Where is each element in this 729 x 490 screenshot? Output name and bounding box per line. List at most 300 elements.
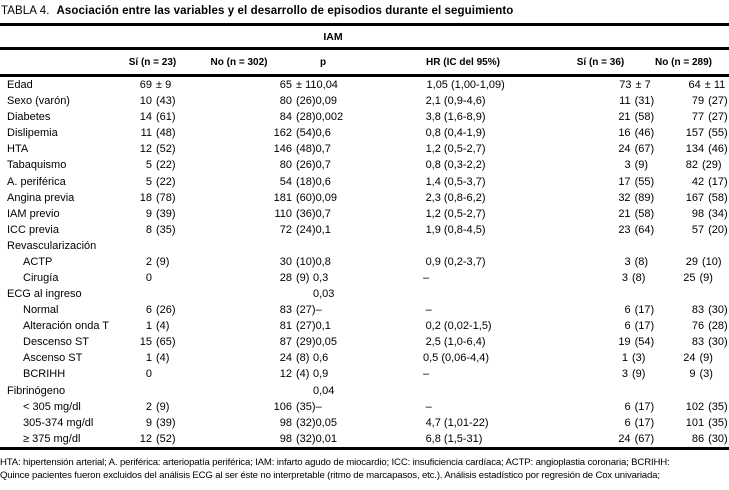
cell-hr: – xyxy=(423,368,430,381)
cell-si36 xyxy=(583,208,655,220)
cell-value-paren: (17) xyxy=(634,320,655,333)
cell-no289 xyxy=(654,401,729,413)
cell-no302 xyxy=(188,401,316,413)
table-row xyxy=(0,431,729,447)
cell-no289 xyxy=(654,127,729,139)
cell-no302 xyxy=(188,272,313,284)
cell-p: 0,05 xyxy=(315,416,337,429)
cell-value: 24 xyxy=(279,352,292,365)
cell-value-paren: (28) xyxy=(296,111,316,124)
cell-p: 0,09 xyxy=(315,95,337,108)
table-title xyxy=(0,0,729,23)
cell-value-paren: (54) xyxy=(296,127,316,140)
cell-si23 xyxy=(116,159,188,171)
cell-value-paren: (61) xyxy=(156,111,176,124)
cell-si36 xyxy=(583,159,648,171)
cell-value-paren: (28) xyxy=(708,320,728,333)
table-row xyxy=(0,141,729,157)
cell-si36 xyxy=(583,192,655,204)
cell-value: 10 xyxy=(139,95,152,108)
cell-no289 xyxy=(654,224,729,236)
cell-value-paren: (26) xyxy=(296,159,316,172)
cell-hr: – xyxy=(423,271,430,284)
cell-value: 8 xyxy=(145,223,152,236)
cell-no302 xyxy=(188,433,316,445)
cell-value-paren: (18) xyxy=(296,175,316,188)
cell-si36 xyxy=(583,143,655,155)
cell-value-paren: (17) xyxy=(634,400,655,413)
cell-no302 xyxy=(188,352,313,364)
row-label: ACTP xyxy=(23,255,53,268)
cell-value: 25 xyxy=(683,271,696,284)
cell-no302 xyxy=(188,111,316,123)
cell-value-paren: (9) xyxy=(632,368,646,381)
cell-value-paren: (29) xyxy=(702,159,722,172)
cell-value: 14 xyxy=(139,111,152,124)
table-row xyxy=(0,125,729,141)
cell-si23 xyxy=(116,304,188,316)
cell-value: 11 xyxy=(619,95,631,108)
cell-no289 xyxy=(645,352,729,364)
cell-value-paren: (9) xyxy=(156,400,170,413)
cell-hr: 1,05 (1,00-1,09) xyxy=(426,79,505,92)
cell-value: 65 xyxy=(279,79,292,92)
cell-value-paren: (78) xyxy=(156,191,176,204)
cell-value: 0 xyxy=(145,271,152,284)
cell-value: 24 xyxy=(618,143,631,156)
cell-value: 73 xyxy=(619,79,632,92)
cell-value: 77 xyxy=(691,111,705,124)
cell-no289 xyxy=(651,79,729,91)
cell-si23 xyxy=(116,417,188,429)
cell-value-paren: (46) xyxy=(634,127,655,140)
row-label: Sexo (varón) xyxy=(7,95,70,108)
column-header-no289: No (n = 289) xyxy=(655,56,712,68)
cell-si36 xyxy=(583,320,655,332)
cell-value: 57 xyxy=(691,223,705,236)
cell-value: 106 xyxy=(273,400,292,413)
cell-no302 xyxy=(188,320,316,332)
table-row xyxy=(0,270,729,286)
cell-value-paren: (24) xyxy=(296,223,316,236)
table-row xyxy=(0,302,729,318)
cell-si23 xyxy=(116,336,188,348)
cell-p: 0,9 xyxy=(313,368,329,381)
cell-p: 0,01 xyxy=(315,432,337,445)
cell-hr: 0,8 (0,3-2,2) xyxy=(425,159,486,172)
cell-si23 xyxy=(116,401,188,413)
cell-p: 0,04 xyxy=(313,384,335,397)
cell-si23 xyxy=(116,79,188,91)
cell-si36 xyxy=(583,256,648,268)
cell-value: 2 xyxy=(145,255,152,268)
row-label: Normal xyxy=(23,304,59,317)
cell-si23 xyxy=(116,320,188,332)
cell-si23 xyxy=(116,433,188,445)
table-row xyxy=(0,190,729,206)
cell-value-paren: (46) xyxy=(708,143,728,156)
cell-value-paren: (55) xyxy=(634,175,655,188)
cell-value-paren: (58) xyxy=(634,111,655,124)
table-body xyxy=(0,77,729,447)
cell-value: 6 xyxy=(145,304,152,317)
table-row xyxy=(0,157,729,173)
cell-no302 xyxy=(188,159,316,171)
cell-value: 19 xyxy=(618,336,631,349)
cell-value: 32 xyxy=(618,191,631,204)
cell-p: – xyxy=(315,400,322,413)
cell-value-paren: ± 7 xyxy=(635,79,651,92)
table-row xyxy=(0,318,729,334)
cell-value-paren: (35) xyxy=(708,400,728,413)
cell-value-paren: (30) xyxy=(708,432,728,445)
cell-value-paren: (31) xyxy=(634,95,655,108)
cell-value: 42 xyxy=(691,175,705,188)
cell-value: 1 xyxy=(621,352,628,365)
cell-value-paren: (9) xyxy=(156,255,170,268)
cell-value: 3 xyxy=(624,159,631,172)
column-header-row xyxy=(0,50,729,74)
cell-value-paren: (26) xyxy=(296,95,316,108)
row-label: Revascularización xyxy=(7,239,97,252)
cell-hr: 6,8 (1,5-31) xyxy=(425,432,483,445)
cell-si23 xyxy=(116,272,188,284)
cell-si23 xyxy=(116,256,188,268)
row-label: Cirugía xyxy=(23,271,59,284)
cell-p: 0,7 xyxy=(315,143,331,156)
cell-p: 0,09 xyxy=(315,191,337,204)
cell-si23 xyxy=(116,127,188,139)
group-header-iam: IAM xyxy=(323,30,343,43)
table-number: TABLA 4. xyxy=(1,5,50,17)
cell-value: 24 xyxy=(618,432,631,445)
cell-value-paren: (67) xyxy=(634,432,655,445)
cell-no289 xyxy=(654,320,729,332)
cell-value-paren: (22) xyxy=(156,159,176,172)
cell-value: 80 xyxy=(279,95,292,108)
cell-value: 98 xyxy=(691,207,705,220)
cell-value-paren: (17) xyxy=(634,416,655,429)
group-header-row xyxy=(0,26,729,47)
cell-no302 xyxy=(188,127,316,139)
cell-value: 146 xyxy=(273,143,292,156)
cell-value-paren: (9) xyxy=(296,271,310,284)
cell-no302 xyxy=(188,224,316,236)
cell-value: 29 xyxy=(685,255,699,268)
cell-value-paren: (48) xyxy=(296,143,316,156)
cell-value-paren: (8) xyxy=(634,255,649,268)
cell-si23 xyxy=(116,95,188,107)
cell-value-paren: (52) xyxy=(156,143,176,156)
cell-value-paren: (8) xyxy=(296,352,310,365)
footnote-line-2: Quince pacientes fueron excluidos del análisis ECG al ser éste no interpretable (ritmo de marcapasos, etc.). Análisis estadístico por regresión de Cox univariada; xyxy=(0,470,660,482)
cell-value: 24 xyxy=(683,352,696,365)
cell-value: 6 xyxy=(624,416,631,429)
cell-value-paren: (55) xyxy=(708,127,728,140)
cell-value: 162 xyxy=(273,127,292,140)
table-row xyxy=(0,366,729,382)
cell-value-paren: (27) xyxy=(708,111,728,124)
cell-p: 0,7 xyxy=(315,207,331,220)
cell-si36 xyxy=(583,127,655,139)
cell-si23 xyxy=(116,143,188,155)
cell-p: 0,1 xyxy=(315,223,331,236)
cell-value: 6 xyxy=(624,400,631,413)
cell-si36 xyxy=(584,79,651,91)
cell-p: 0,8 xyxy=(315,255,331,268)
cell-value: 101 xyxy=(685,416,705,429)
cell-value-paren: (34) xyxy=(708,207,728,220)
cell-value: 17 xyxy=(618,175,631,188)
cell-si36 xyxy=(583,336,655,348)
cell-value-paren: (9) xyxy=(699,352,713,365)
cell-no289 xyxy=(654,95,729,107)
cell-no302 xyxy=(188,304,316,316)
cell-si36 xyxy=(580,272,645,284)
cell-value-paren: (43) xyxy=(156,95,176,108)
cell-value: 83 xyxy=(691,336,705,349)
cell-value: 3 xyxy=(624,255,631,268)
cell-value: 134 xyxy=(685,143,705,156)
cell-value-paren: (20) xyxy=(708,223,728,236)
cell-no289 xyxy=(654,111,729,123)
row-label: BCRIHH xyxy=(23,368,66,381)
row-label: Tabaquismo xyxy=(7,159,67,172)
cell-no302 xyxy=(188,336,316,348)
cell-value: 84 xyxy=(279,111,292,124)
row-label: Edad xyxy=(7,79,33,92)
cell-value: 21 xyxy=(618,111,631,124)
cell-no302 xyxy=(188,368,313,380)
row-label: ICC previa xyxy=(7,223,59,236)
table-row xyxy=(0,350,729,366)
cell-no289 xyxy=(654,336,729,348)
cell-value: 18 xyxy=(139,191,152,204)
cell-p: – xyxy=(315,304,322,317)
cell-p: 0,6 xyxy=(315,175,331,188)
cell-no302 xyxy=(188,143,316,155)
cell-value: 1 xyxy=(145,352,152,365)
cell-p: 0,1 xyxy=(315,320,331,333)
cell-value: 12 xyxy=(139,143,152,156)
cell-hr: 0,8 (0,4-1,9) xyxy=(425,127,486,140)
cell-hr: 0,5 (0,06-4,4) xyxy=(423,352,490,365)
cell-value: 98 xyxy=(279,416,292,429)
cell-no302 xyxy=(188,176,316,188)
cell-value-paren: (17) xyxy=(634,304,655,317)
cell-value-paren: (26) xyxy=(156,304,176,317)
cell-value: 2 xyxy=(145,400,152,413)
table-row xyxy=(0,399,729,415)
cell-value-paren: (3) xyxy=(632,352,646,365)
cell-value: 64 xyxy=(688,79,701,92)
cell-p: 0,6 xyxy=(313,352,329,365)
cell-value-paren: ± 9 xyxy=(156,79,172,92)
cell-value-paren: (60) xyxy=(296,191,316,204)
cell-value: 167 xyxy=(685,191,705,204)
cell-hr: 3,8 (1,6-8,9) xyxy=(425,111,486,124)
cell-value: 76 xyxy=(691,320,705,333)
cell-si23 xyxy=(116,208,188,220)
cell-value: 83 xyxy=(691,304,705,317)
cell-si36 xyxy=(583,417,655,429)
cell-hr: 1,9 (0,8-4,5) xyxy=(425,223,486,236)
table-footnote xyxy=(0,456,729,483)
cell-value: 72 xyxy=(279,223,292,236)
table-row xyxy=(0,77,729,93)
cell-value-paren: (39) xyxy=(156,207,176,220)
cell-value-paren: (36) xyxy=(296,207,316,220)
cell-value: 80 xyxy=(279,159,292,172)
cell-value-paren: (39) xyxy=(156,416,176,429)
row-label: 305-374 mg/dl xyxy=(23,416,94,429)
cell-value: 81 xyxy=(279,320,292,333)
cell-si23 xyxy=(116,192,188,204)
cell-value-paren: (17) xyxy=(708,175,728,188)
cell-si23 xyxy=(116,224,188,236)
row-label: ECG al ingreso xyxy=(7,288,82,301)
cell-value: 79 xyxy=(691,95,705,108)
cell-si23 xyxy=(116,176,188,188)
row-label: Ascenso ST xyxy=(23,352,83,365)
cell-value-paren: (89) xyxy=(634,191,655,204)
cell-value-paren: (22) xyxy=(156,175,176,188)
cell-si36 xyxy=(583,111,655,123)
cell-value-paren: (30) xyxy=(708,304,728,317)
cell-value-paren: (10) xyxy=(702,255,722,268)
cell-p: 0,7 xyxy=(315,159,331,172)
row-label: Angina previa xyxy=(7,191,75,204)
cell-value-paren: (27) xyxy=(708,95,728,108)
row-label: A. periférica xyxy=(7,175,66,188)
cell-value-paren: (4) xyxy=(296,368,310,381)
cell-value-paren: (64) xyxy=(634,223,655,236)
cell-si36 xyxy=(583,401,655,413)
cell-si23 xyxy=(116,111,188,123)
cell-value-paren: (29) xyxy=(296,336,316,349)
cell-value: 1 xyxy=(145,320,152,333)
cell-value: 181 xyxy=(273,191,292,204)
cell-value: 28 xyxy=(279,271,292,284)
cell-value-paren: (67) xyxy=(634,143,655,156)
cell-si36 xyxy=(580,352,645,364)
row-label: Descenso ST xyxy=(23,336,90,349)
cell-value: 3 xyxy=(621,368,628,381)
cell-hr: 2,1 (0,9-4,6) xyxy=(425,95,486,108)
cell-value: 21 xyxy=(618,207,631,220)
cell-value-paren: (4) xyxy=(156,320,170,333)
cell-no289 xyxy=(645,368,729,380)
table-caption: Asociación entre las variables y el desarrollo de episodios durante el seguimiento xyxy=(56,5,514,17)
cell-value-paren: (30) xyxy=(708,336,728,349)
table-row xyxy=(0,286,729,302)
cell-value-paren: ± 11 xyxy=(704,79,726,92)
cell-hr: 1,2 (0,5-2,7) xyxy=(425,207,486,220)
cell-no289 xyxy=(654,433,729,445)
rule-bottom xyxy=(0,447,729,450)
cell-hr: 2,5 (1,0-6,4) xyxy=(425,336,486,349)
cell-no289 xyxy=(654,176,729,188)
cell-value-paren xyxy=(152,272,156,284)
cell-no302 xyxy=(188,79,317,91)
column-header-si36: Sí (n = 36) xyxy=(576,56,625,68)
cell-value: 87 xyxy=(279,336,292,349)
cell-value: 9 xyxy=(145,207,152,220)
cell-no289 xyxy=(654,208,729,220)
table-row xyxy=(0,173,729,189)
cell-value: 5 xyxy=(145,159,152,172)
cell-si23 xyxy=(116,368,188,380)
cell-value: 16 xyxy=(618,127,631,140)
cell-value-paren: (35) xyxy=(296,400,316,413)
row-label: Fibrinógeno xyxy=(7,384,66,397)
cell-value: 30 xyxy=(279,255,292,268)
cell-value-paren: (27) xyxy=(296,304,316,317)
row-label: < 305 mg/dl xyxy=(23,400,81,413)
table-row xyxy=(0,109,729,125)
table-row xyxy=(0,415,729,431)
cell-p: 0,3 xyxy=(313,271,329,284)
cell-value: 12 xyxy=(139,432,152,445)
row-label: IAM previo xyxy=(7,207,60,220)
cell-no289 xyxy=(648,256,729,268)
cell-hr: 1,4 (0,5-3,7) xyxy=(425,175,486,188)
cell-si36 xyxy=(583,224,655,236)
cell-value-paren: (35) xyxy=(156,223,176,236)
row-label: Diabetes xyxy=(7,111,51,124)
cell-no289 xyxy=(654,192,729,204)
cell-value-paren: (58) xyxy=(634,207,655,220)
cell-no302 xyxy=(188,256,316,268)
cell-value-paren: (58) xyxy=(708,191,728,204)
footnote-line-1: HTA: hipertensión arterial; A. periférica: arteriopatía periférica; IAM: infarto agudo de miocardio; ICC: insuficiencia cardíaca; ACTP: angioplastia coronaria; BCRIHH: xyxy=(0,456,670,468)
cell-value: 98 xyxy=(279,432,292,445)
cell-value: 102 xyxy=(685,400,705,413)
column-header-si23: Sí (n = 23) xyxy=(128,56,177,68)
row-label: Dislipemia xyxy=(7,127,58,140)
cell-hr: – xyxy=(425,304,432,317)
cell-value: 69 xyxy=(139,79,152,92)
cell-value: 157 xyxy=(685,127,705,140)
cell-si36 xyxy=(583,176,655,188)
cell-value-paren: (65) xyxy=(156,336,176,349)
cell-value: 6 xyxy=(624,304,631,317)
cell-value: 86 xyxy=(691,432,705,445)
cell-hr: 4,7 (1,01-22) xyxy=(425,416,489,429)
cell-p: 0,03 xyxy=(313,288,335,301)
cell-value: 23 xyxy=(618,223,631,236)
cell-value-paren: ± 11 xyxy=(296,79,317,92)
cell-hr: 2,3 (0,8-6,2) xyxy=(425,191,486,204)
cell-value-paren: (32) xyxy=(296,432,316,445)
cell-no289 xyxy=(648,159,729,171)
cell-no289 xyxy=(654,417,729,429)
cell-value-paren: (3) xyxy=(699,368,713,381)
table-row xyxy=(0,222,729,238)
cell-value-paren: (9) xyxy=(634,159,649,172)
cell-p: 0,05 xyxy=(315,336,337,349)
table-row xyxy=(0,93,729,109)
cell-hr: 1,2 (0,5-2,7) xyxy=(425,143,486,156)
cell-value-paren: (54) xyxy=(634,336,655,349)
cell-si36 xyxy=(583,95,655,107)
cell-value: 3 xyxy=(621,271,628,284)
cell-value-paren: (32) xyxy=(296,416,316,429)
cell-value: 12 xyxy=(279,368,292,381)
cell-value: 15 xyxy=(139,336,152,349)
cell-value-paren: (9) xyxy=(699,271,713,284)
cell-no289 xyxy=(645,272,729,284)
